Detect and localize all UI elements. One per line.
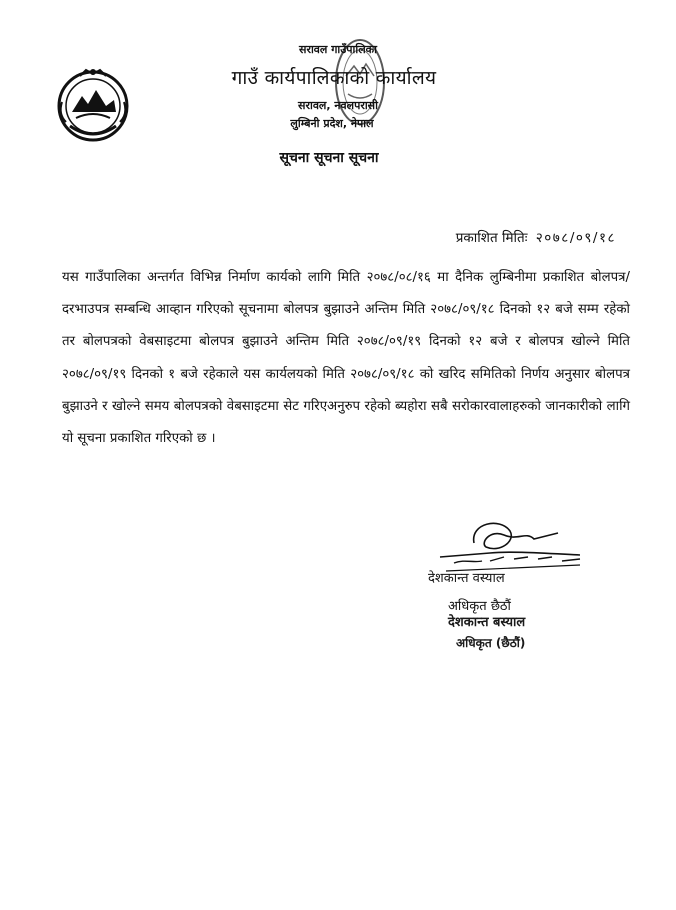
signatory-name: देशकान्त वस्याल — [428, 571, 505, 586]
stamp-signatory-name: देशकान्त बस्याल — [448, 615, 526, 630]
government-emblem-icon — [52, 62, 134, 146]
office-title: गाउँ कार्यपालिकाको कार्यालय — [231, 67, 437, 89]
stamp-signatory-title: अधिकृत (छैठौं) — [456, 636, 526, 650]
published-date — [456, 228, 616, 246]
notice-body: यस गाउँपालिका अन्तर्गत विभिन्न निर्माण कार्यको लागि मिति २०७८/०८/१६ मा दैनिक लुम्बिनीमा प्रकाशित बोलपत्र/दरभाउपत्र सम्बन्धि आव्हान गरिएको सूचनामा बोलपत्र बुझाउने अन्तिम मिति २०७८/०९/१८ दिनको १२ बजे सम्म रहेको तर बोलपत्रको वेबसाइटमा बोलपत्र बुझाउने अन्तिम मिति २०७८/०९/१९ दिनको १२ बजे र बोलपत्र खोल्ने मिति २०७८/०९/१९ दिनको १ बजे रहेकाले यस कार्यलयको मिति २०७८/०९/१८ को खरिद समितिको निर्णय अनुसार बोलपत्र बुझाउने र खोल्ने समय बोलपत्रको वेबसाइटमा सेट गरिएअनुरुप रहेको ब्यहोरा सबै सरोकारवालाहरुको जानकारीको लागि यो सूचना प्रकाशित गरिएको छ । — [62, 270, 630, 447]
published-date-value: २०७८/०९/१८ — [535, 230, 616, 246]
signatory-title: अधिकृत छैठौं — [448, 599, 511, 614]
published-date-label: प्रकाशित मितिः — [455, 230, 528, 246]
province-address: लुम्बिनी प्रदेश, नेपाल — [290, 117, 374, 130]
notice-title: सूचना सूचना सूचना — [279, 150, 379, 166]
municipality-name: सरावल गाउँपालिका — [299, 43, 377, 56]
office-address: सरावल, नवलपरासी — [298, 99, 378, 112]
